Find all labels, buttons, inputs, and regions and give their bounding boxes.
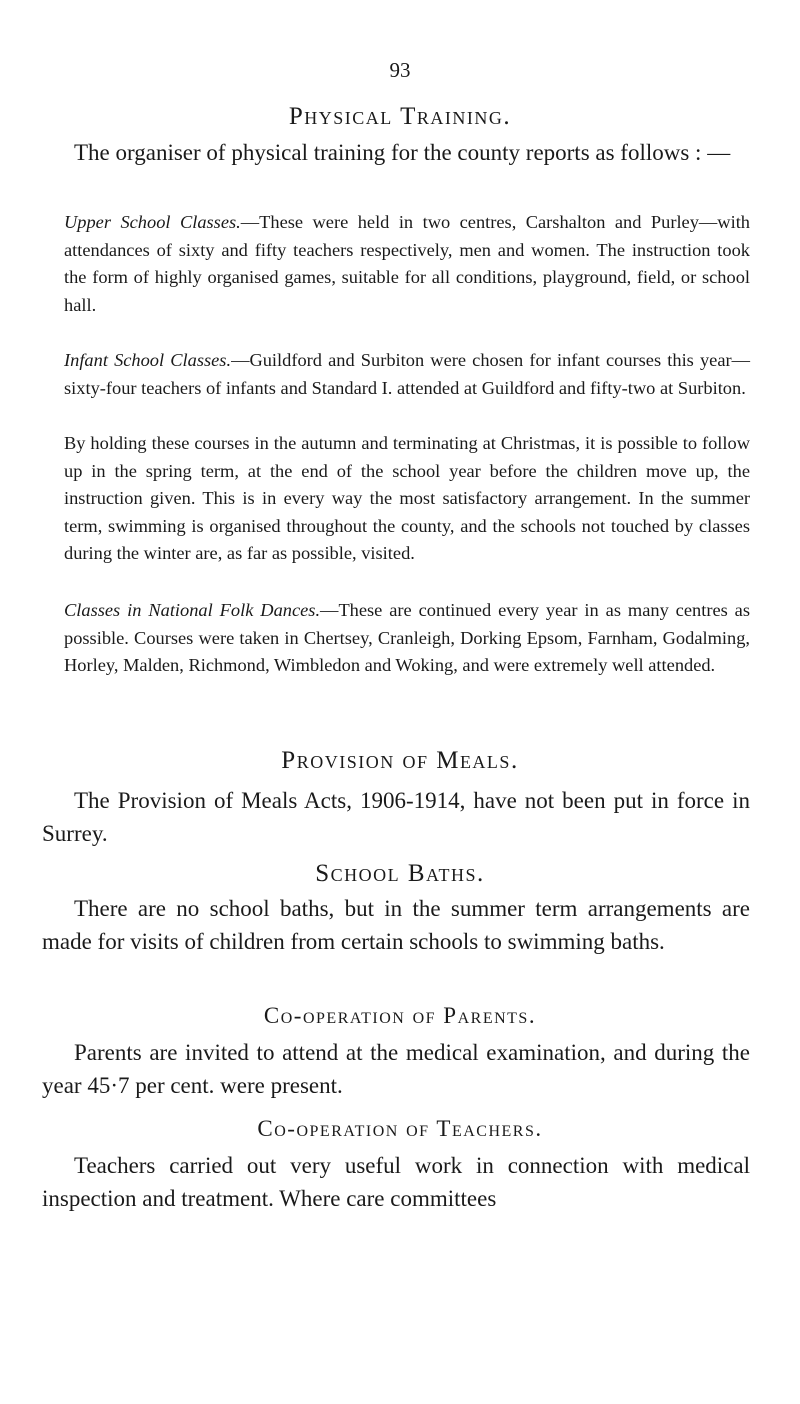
baths-paragraph: There are no school baths, but in the summer term arrangements are made for visits of children from certain schools to swimming baths. xyxy=(42,896,750,954)
intro-paragraph: The organiser of physical training for the county reports as follows : — xyxy=(74,140,731,165)
upper-school-paragraph xyxy=(64,209,750,319)
infant-school-lead: Infant School Classes. xyxy=(64,350,232,370)
heading-school-baths: School Baths. xyxy=(315,860,485,887)
heading-cooperation-teachers: Co-operation of Teachers. xyxy=(257,1116,543,1141)
parents-paragraph: Parents are invited to attend at the medical examination, and during the year 45·7 per cent. were present. xyxy=(42,1040,750,1098)
infant-school-text: —Guildford and Surbiton were chosen for infant courses this year—sixty-four teachers of infants and Standard I. attended at Guildford and fifty-two at Surbiton. xyxy=(64,350,750,398)
meals-paragraph: The Provision of Meals Acts, 1906-1914, have not been put in force in Surrey. xyxy=(42,788,750,846)
folk-dances-lead: Classes in National Folk Dances. xyxy=(64,600,321,620)
folk-dances-text: —These are continued every year in as many centres as possible. Courses were taken in Chertsey, Cranleigh, Dorking Epsom, Farnham, Godalming, Horley, Malden, Richmond, Wimbledon and Woking, and were extremely well attended. xyxy=(64,600,751,675)
folk-dances-paragraph xyxy=(64,597,750,680)
holding-courses-paragraph: By holding these courses in the autumn and terminating at Christmas, it is possible to follow up in the spring term, at the end of the school year before the children move up, the instruction given. This is in every way the most satisfactory arrangement. In the summer term, swimming is organised throughout the county, and the schools not touched by classes during the winter are, as far as possible, visited. xyxy=(64,433,750,563)
upper-school-lead: Upper School Classes. xyxy=(64,212,241,232)
page-number: 93 xyxy=(389,58,411,82)
heading-cooperation-parents: Co-operation of Parents. xyxy=(263,1003,537,1028)
teachers-paragraph: Teachers carried out very useful work in connection with medical inspection and treatment. Where care committees xyxy=(42,1153,750,1211)
heading-provision-of-meals: Provision of Meals. xyxy=(281,747,519,774)
heading-physical-training: Physical Training. xyxy=(288,103,512,130)
upper-school-text: —These were held in two centres, Carshalton and Purley—with attendances of sixty and fifty teachers respectively, men and women. The instruction took the form of highly organised games, suitable for all conditions, playground, field, or school hall. xyxy=(64,212,750,315)
infant-school-paragraph xyxy=(64,347,750,402)
